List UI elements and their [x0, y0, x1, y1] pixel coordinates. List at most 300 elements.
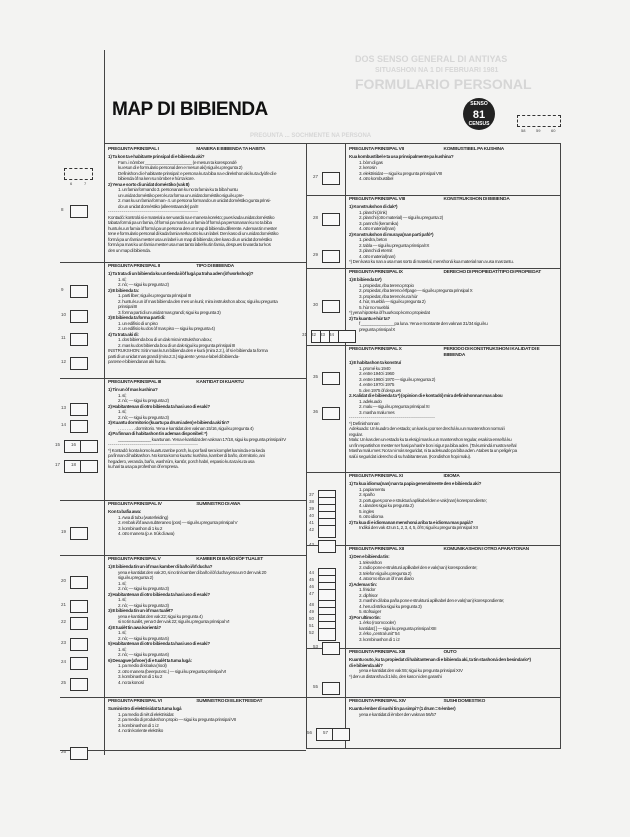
code-box-number: 29: [313, 252, 319, 257]
question-line: pregunta prinsipal X: [359, 326, 396, 332]
question-line: huntu ku un famia òf formá pa un persona den un map di bibienda diferente. Ademas tin mester: [108, 225, 277, 231]
question-line: Kontadó: kontrolá si e material a ser wardá na e manera korekto; pues kada unidat doméstiko: [108, 214, 275, 220]
question-line: Definishon di e habitante prinsipal: e persona ku ta biba na e direkshon aki ku ta dyòfe di e: [118, 170, 277, 176]
question-line: 1. un famia formando 3. personanan ku no ta famia ku ta biba huntu: [118, 187, 238, 192]
question-line: INSTRUKSHON: Si tin mas ku'un bibienda den e kurá (mira 2.2.), òf si e bibienda ta forma: [108, 348, 268, 353]
section-divider: [306, 472, 560, 473]
code-box-number: 40: [309, 513, 315, 518]
code-box-number: 19: [61, 529, 67, 534]
question-line: 3. kombinashon di 1 ku 2: [118, 674, 163, 679]
question-section: [349, 147, 559, 182]
question-line: *) Den kaso ku nan a usa mas sorto di material, menshoná kua material nan a usa mas tantu.: [349, 259, 514, 264]
code-box[interactable]: [322, 407, 340, 420]
show-through-text: FORMULARIO PERSONAL: [355, 76, 532, 92]
question-line: 1. pa medio di nèt di elektrisidat: [118, 711, 174, 717]
question-line: . . . . . . . . . . dormitorio. Yena e kantidat den vaknan 15/16, sigui ku pregunta 4): [118, 425, 254, 431]
question-line: 1. Awa di tubu (waterleiding): [118, 514, 169, 520]
question-line: 3. mashin di laba paña pone e strukturá aplikabel den e vak(nan) korespondiente;: [359, 598, 505, 603]
question-line: 1. sí;: [118, 580, 127, 586]
question-line: yena e kantidat den vak 22; sigui ku pregunta 4): [118, 613, 203, 619]
code-box-number: 35: [313, 374, 319, 379]
question-line: 3. kombinashon di 1 i 2: [118, 722, 159, 728]
question-line: 3. telefon sigui ku pregunta 2): [359, 570, 412, 576]
question-number: PREGUNTA PRINSIPAL X: [349, 347, 402, 352]
question-line: 2. mas ku dos bibienda bou di un dak sigui ku pregunta prinsipal III: [118, 342, 236, 348]
code-box[interactable]: [70, 285, 88, 298]
question-line: 1. parti liber; sigui ku pregunta prinsipal III: [118, 293, 191, 298]
question-line: regular.: [349, 431, 363, 437]
question-line: 4) Ta trata aki di:: [108, 331, 139, 337]
question-line: 1. sí;: [118, 597, 127, 602]
code-box-number: 8: [61, 207, 64, 212]
code-box-number: 11: [61, 335, 66, 340]
id-code-box[interactable]: [64, 168, 93, 180]
header-divider: [104, 143, 560, 144]
id-code-label: 6: [70, 181, 73, 186]
code-box[interactable]: [318, 540, 336, 553]
question-section: [108, 264, 304, 365]
question-line: 4. no ta konosí: [118, 679, 144, 685]
code-box-number: 17: [55, 462, 61, 467]
question-line: den un map di bibienda.: [108, 247, 151, 253]
question-line: 1) E habitashon ta konstruí: [349, 360, 401, 365]
question-line: 3. entre 1960 i 1970 — sigui ku pregunta 2): [359, 376, 436, 382]
question-line: 3) Kuantu dormitorio (kuartu pa drumi aden) e bibienda aki tin?: [108, 420, 230, 425]
question-title: PERIODO DI KONSTRUKSHON I KALIDAT DI E BIBIENDA: [443, 347, 540, 358]
question-line: 1. adekuado: [359, 398, 382, 404]
ref-code-label: 59: [536, 128, 541, 133]
question-line: 4. no tin koriente elektriko: [118, 728, 164, 733]
question-section: [108, 557, 304, 685]
code-box-number: 34: [329, 332, 335, 337]
code-box[interactable]: [80, 460, 98, 473]
question-line: 1. papiamentu: [359, 486, 386, 492]
question-section: [349, 474, 559, 531]
question-title: KANTIDAT DI KUARTU: [196, 380, 244, 385]
question-line: 5. stofsuiger: [359, 609, 382, 614]
question-line: 1. promé ku 1940: [359, 365, 391, 371]
code-box[interactable]: [70, 638, 88, 651]
code-box[interactable]: [70, 420, 88, 433]
question-line: 2) Konstrukshon di muraya(nan parti pafó*): [349, 231, 434, 237]
question-title: KAMBER DI BAÑO I/ÒF TUALET: [196, 557, 263, 562]
code-box-number: 36: [313, 409, 319, 414]
question-line: - - - - - - - - - - - - - - - - - - - - - - - - - - - - - - - - - - - - - - - - - - -: [349, 415, 435, 420]
question-number: PREGUNTA PRINSIPAL IX: [349, 270, 403, 275]
code-box[interactable]: [322, 642, 340, 655]
section-divider: [306, 748, 560, 749]
code-box[interactable]: [338, 330, 356, 343]
code-box[interactable]: [70, 310, 88, 323]
code-box-number: 15: [55, 442, 61, 447]
question-title: MANERA E BIBIENDA TA HABITA: [196, 147, 266, 152]
question-line: 2. nò; — sigui ku pregunta 3): [118, 414, 169, 420]
question-line: 1) E bibienda tin un òf mas kamber di baño i/òf ducha?: [108, 564, 213, 569]
question-line: 5. hùr no mueblá: [359, 304, 390, 310]
code-box-number: 57: [323, 730, 329, 735]
code-box[interactable]: [322, 300, 340, 313]
question-line: yena e kantidat den vak 55; sigui ku pregunta prinsipal XIV: [359, 668, 463, 673]
question-line: 3. kombinashon di 1 i 2: [359, 636, 400, 642]
question-line: 1) Ta kua idioma(nan) nan ta papia generalmente den e bibienda aki?: [349, 481, 482, 486]
question-line: salú i seguridat i derecho di su habitantenan. (Kondishon hopi malu).: [349, 453, 471, 459]
question-line: - - - - - - - - - - - - - - - - - - - - - - - - - - - - - - - - - - - - - - - - - - - - -: [108, 209, 198, 214]
question-line: 2. malu — sigui ku pregunta prinsipal XI: [359, 404, 430, 409]
question-line: Kua kombustibel e ta usa prinsipalmente pa kushina?: [349, 154, 454, 159]
question-section: [108, 147, 304, 253]
show-through-text: SITUASHON NA 1 DI FEBRUARI 1981: [375, 67, 499, 74]
question-line: 1. sí;: [118, 276, 127, 282]
ref-code-box[interactable]: [517, 115, 561, 127]
code-box-number: 48: [309, 602, 315, 607]
question-line: 2. entre 1940 i 1960: [359, 371, 395, 376]
question-title: TIPO DI BIBIENDA: [196, 264, 235, 269]
question-line: bibienda òf na ken su nòmber e hùr ta kore.: [118, 176, 195, 181]
question-line: 1. sí;: [118, 409, 127, 414]
section-divider: [306, 195, 560, 196]
question-line: 1. sí;: [118, 646, 127, 652]
question-line: 1) Konstrukshon di dak*): [349, 204, 398, 209]
code-box-number: 14: [61, 422, 67, 427]
question-section: [108, 502, 304, 537]
code-box-number: 38: [309, 499, 315, 504]
code-box[interactable]: [70, 576, 88, 589]
code-box[interactable]: [322, 682, 340, 695]
code-box-number: 22: [61, 619, 67, 624]
question-line: - - - - - - - - - - - - - - - - - - - - - - - - - - - - - - - - - - - - - - - - - - - - -: [108, 442, 198, 447]
question-line: 1. sí;: [118, 392, 127, 398]
question-line: 2. nò; — sigui ku pregunta 3): [118, 586, 169, 591]
margin-line: [104, 50, 105, 755]
section-divider: [306, 648, 560, 649]
question-line: Kuantu èmber di sushi tin pa simpi? (1 drum = 6 èmber): [349, 706, 456, 711]
code-box-number: 28: [313, 215, 319, 220]
question-line: Suministro di elektrisidat ta tuma lugá: [108, 706, 182, 711]
question-line: *) Definishonnan: [349, 420, 380, 426]
question-line: 3) Por ultimo tin:: [349, 614, 381, 620]
code-box[interactable]: [322, 372, 340, 385]
question-line: 2) Ta kua di e idiomanan menshoná ariba ta e idioma mas papiá?: [349, 519, 474, 525]
question-line: 2. un edifisio ku dos òf mas piso — sigui ku pregunta 4): [118, 326, 215, 331]
question-line: formá pa un famia mester usa un label i un map di bibienda; den kaso di un unidat doméstiko: [108, 236, 272, 242]
section-divider: [306, 268, 560, 269]
right-column-divider: [345, 143, 346, 749]
question-line: 1) Tin un òf mas kushina?: [108, 387, 158, 392]
question-line: 4. heru di strika sigui ku pregunta 3): [359, 603, 422, 609]
ref-code-label: 60: [551, 128, 556, 133]
question-line: 5) Habitantenan di otro bibienda ta hasi uso di esaki?: [108, 641, 210, 646]
code-box-number: 31: [302, 332, 308, 337]
code-box-number: 33: [320, 332, 326, 337]
code-box[interactable]: [318, 628, 336, 641]
question-line: un unidat doméstiko pero ku ta forma un unidat doméstiko sigui ku pre-: [118, 192, 244, 198]
question-line: 4. otro material(nan): [359, 226, 396, 231]
question-section: [349, 547, 559, 642]
code-box[interactable]: [70, 747, 88, 760]
question-line: 2. mas ku un famia forman- 4. un persona formando un unidat doméstiko gunta prinsi-: [118, 198, 271, 203]
question-line: 1. televishon: [359, 559, 382, 565]
code-box[interactable]: [70, 657, 88, 670]
code-box-number: 51: [309, 623, 315, 628]
question-line: 2) Ademas tin:: [349, 581, 377, 587]
question-line: 2. kerosin: [359, 165, 377, 170]
question-line: 1) Ta kon ta e habitante prinsipal di e bibienda aki?: [108, 154, 205, 159]
question-line: 2. nò; — sigui ku pregunta 5): [118, 635, 169, 641]
question-line: Fam. i nòmber ____________________ (e mesun ta korespondé: [118, 159, 237, 165]
code-box[interactable]: [70, 617, 88, 630]
question-line: 2. tabla — sigui ku pregunta prinsipal IX: [359, 242, 430, 248]
code-box[interactable]: [332, 728, 350, 741]
question-title: SUMINISTRO DI AWA: [196, 502, 241, 507]
question-line: 2. nò; — sigui ku pregunta 6): [118, 652, 169, 657]
question-line: 4. ulandes sigui ku pregunta 2): [359, 503, 414, 508]
question-line: 3. masha malu mes: [359, 409, 395, 415]
question-line: 4) E tualèt tin awa korientá?: [108, 624, 161, 630]
code-box-number: 25: [61, 680, 67, 685]
question-line: 1. èrko (roomcooler): [359, 620, 396, 625]
code-box-number: 12: [61, 359, 67, 364]
code-box[interactable]: [70, 205, 88, 218]
question-line: 2. otro manera (beerput etc.) — sigui ku pregunta prinsipal VI: [118, 668, 227, 674]
question-line: tabata formá pa un famia, òf formá pa mas ku un famia òf formá pa personanan ku no ta biba: [108, 220, 272, 225]
show-through-text: PREGUNTA ... SOCHMENTE NA PERSONA: [250, 133, 372, 139]
show-through-text: DOS SENSO GENERAL DI ANTIYAS: [355, 54, 508, 64]
question-line: 2) E bibienda ta:: [108, 287, 139, 293]
question-line: tene e formulario personal di kada famia serka otro ku un label. Den kaso di un unidat doméstiko: [108, 231, 279, 236]
question-line: 1) E bibienda ta*): [349, 277, 382, 282]
question-number: PREGUNTA PRINSIPAL I: [108, 147, 159, 152]
question-line: ku esun di e formulario personal den e mesun aki) sigui ku pregunta 2): [118, 165, 243, 170]
question-line: 1) Den e bibienda tin:: [349, 554, 390, 559]
question-line: ______________ kuartunan. Yena e kantidat den vaknan 17/18, sigui ku pregunta prinsipal IV: [118, 436, 286, 442]
question-line: Masha malu mes: No ta ni más seguridat, ni ta adekuado pa biba aden. Atabes ta un peligér pa: [349, 448, 517, 453]
question-line: 2. nò; — sigui ku pregunta 3): [118, 602, 169, 608]
question-line: yena e kantidat den vak 20, si no tin kamber di baño i/òf ducha yena un 0 den vak 20: [118, 569, 267, 575]
code-box[interactable]: [70, 678, 88, 691]
question-line: 4. otro material(nan): [359, 253, 396, 259]
code-box[interactable]: [80, 440, 98, 453]
question-line: 4. otro kombustibel: [359, 176, 394, 181]
question-line: 3) E bibienda tin un òf mas tualèt?: [108, 608, 173, 613]
code-box-number: 41: [309, 520, 315, 525]
question-line: 5. den 1975 òf despues: [359, 387, 402, 393]
question-line: un fin repartishon mester ser hasi pa hasi'e bon i sigur pa biba aden. (Ta kumindá mustra señal: [349, 442, 517, 448]
question-title: DERECHO DI PROPIEDAT/TIPO DI PROPIEDAT: [443, 270, 541, 275]
question-line: 2. Kalidat di e bibienda ta *) (opinion di e kontadó) mira definishonnan mas abou: [349, 393, 503, 398]
question-line: hegadero, veranda, baño, washrùm, kantòr, porch habri, espasio ku ta ta ku ta usa: [108, 458, 255, 464]
question-line: pa finnan di habitashon. No konta komo kuartu: kushina, kamber di baño, dormitorio, ani: [108, 453, 265, 458]
code-box-number: 32: [311, 332, 317, 337]
census-81-logo: SENSO 81 CENSUS: [463, 98, 495, 130]
code-box[interactable]: [322, 172, 340, 185]
question-number: PREGUNTA PRINSIPAL XIII: [349, 650, 405, 655]
question-number: PREGUNTA PRINSIPAL V: [108, 557, 161, 562]
code-box[interactable]: [70, 333, 88, 346]
question-number: PREGUNTA PRINSIPAL XII: [349, 547, 404, 552]
code-box-number: 44: [309, 570, 315, 575]
code-box-number: 10: [61, 312, 67, 317]
code-box-number: 55: [313, 684, 319, 689]
question-line: 3. propiedat, riba tereno ku ta hùr: [359, 293, 418, 299]
question-line: sigui ku pregunta 2): [118, 575, 154, 580]
question-line: 3. pannchi (keramika): [359, 220, 399, 226]
question-line: ku hari ta usa pa profeshon òf empresa.: [108, 464, 179, 469]
code-box-number: 47: [309, 591, 315, 596]
question-line: 1. planchi (zink): [359, 209, 387, 215]
code-box-number: 56: [307, 730, 313, 735]
code-box-number: 37: [309, 492, 315, 497]
code-box-number: 24: [61, 659, 67, 664]
question-line: kantidat [ ] — sigui ku pregunta prinsipal XIII: [359, 625, 437, 631]
question-title: KOMBUSTIBEL PA KUSHINA: [443, 147, 505, 152]
question-line: 2) Ta kuantu e hùr ta?: [349, 315, 390, 321]
section-divider: [306, 697, 560, 698]
question-line: 2. planchi (otro material) — sigui ku pregunta 2): [359, 215, 444, 220]
code-box[interactable]: [70, 600, 88, 613]
code-box-number: 53: [313, 644, 319, 649]
question-line: 2. propiedat, riba tereno érfpage — sigui ku pregunta prinsipal X: [359, 288, 473, 293]
code-box-number: 30: [313, 302, 319, 307]
question-line: 2. dipfrisor: [359, 592, 378, 598]
question-section: [108, 699, 304, 734]
code-box-number: 13: [61, 405, 67, 410]
code-box-number: 52: [309, 630, 315, 635]
question-title: SUSHI DOMESTIKO: [443, 699, 486, 704]
code-box-number: 50: [309, 616, 315, 621]
question-line: 1. bòm di gas: [359, 159, 383, 165]
question-number: PREGUNTA PRINSIPAL XI: [349, 474, 403, 479]
question-line: 3) E bibienda ta forma parti di:: [108, 315, 166, 320]
question-section: [349, 347, 559, 459]
column-divider: [306, 143, 307, 749]
question-number: PREGUNTA PRINSIPAL II: [108, 264, 160, 269]
question-line: 1) Ta trata di un bibienda ku un tienda i/òf lugá pa traha aden (òf workshop)?: [108, 271, 254, 276]
question-line: 4. hùr, mueblá — sigui ku pregunta 2): [359, 299, 426, 304]
section-divider: [60, 500, 306, 501]
code-box-number: 27: [313, 174, 319, 179]
question-line: Kuantu outo, ku ta propiedat di habitantenan di e bibienda aki, ta tin stashoná den besindario*): [349, 657, 531, 662]
code-box[interactable]: [70, 403, 88, 416]
code-box-number: 42: [309, 527, 315, 532]
code-box[interactable]: [70, 357, 88, 370]
question-line: 1. sí;: [118, 630, 127, 635]
question-line: 6) Desagwe (afvoer) di e tualèt ta tuma lugá:: [108, 657, 192, 663]
question-line: 3. forma parti di un unidat mas grandi; sigui ku pregunta 3): [118, 309, 221, 315]
question-section: [349, 699, 559, 717]
question-line: 2) Habitantenan di otro bibienda ta hasi uso di esaki?: [108, 591, 210, 597]
question-number: PREGUNTA PRINSIPAL III: [108, 380, 161, 385]
question-line: *) Kontadó: konta komo kuartu tambe porch, ku por fasil sera komplet kaminda e ta keda: [108, 447, 265, 453]
question-line: parti di un unidat mas grandi (mira 2.3.) siguiente: yena e label di bibienda-: [108, 353, 240, 359]
question-line: 4. atoomo riba un òf mas diario: [359, 576, 414, 581]
question-number: PREGUNTA PRINSIPAL XIV: [349, 699, 406, 704]
question-title: OUTO: [443, 650, 457, 655]
question-section: [108, 380, 304, 470]
question-line: 1. dos bibienda bou di un dak mira instrukshon abou;: [118, 337, 212, 342]
section-divider: [306, 345, 560, 346]
question-title: IDIOMA: [443, 474, 460, 479]
question-line: 4. entre 1970 i 1975: [359, 382, 395, 387]
question-title: KONSTRUKSHON DI BIBIENDA: [443, 197, 510, 202]
question-number: PREGUNTA PRINSIPAL VIII: [349, 197, 405, 202]
question-line: 4) Pa finnan di habitashon tin ademas disponibel: *): [108, 431, 208, 436]
question-section: [349, 270, 559, 332]
section-divider: [60, 378, 306, 379]
page-title: MAP DI BIBIENDA: [112, 99, 268, 120]
code-box[interactable]: [322, 213, 340, 226]
question-title: SUMINISTRO DI ELEKTRISIDAT: [196, 699, 263, 704]
code-box-number: 18: [71, 462, 77, 467]
question-section: [349, 650, 559, 679]
question-number: PREGUNTA PRINSIPAL VII: [349, 147, 404, 152]
question-line: 3. portugues pone e strukturá aplikabel den e vak(nan) korespondiente;: [359, 497, 487, 503]
question-line: 1. propiedat, riba tereno propio: [359, 282, 414, 288]
code-box-number: 20: [61, 578, 67, 583]
question-line: *) den un distansha di 1 kilo, den kaso ni den garashi: [349, 673, 442, 679]
question-line: 4. otro manera (p.e. trùk di awa): [118, 531, 175, 536]
question-line: f ______________ pa luna. Yena e montante den vaknan 31/34 sigui ku: [359, 321, 488, 326]
question-line: 1. un edifisio di un piso: [118, 320, 158, 326]
code-box-number: 46: [309, 584, 315, 589]
question-line: 1. piedra, beton: [359, 237, 387, 242]
section-divider: [60, 262, 306, 263]
question-line: 2. renbak i/òf awa subteraneo (pos) — sigui ku pregunta prinsipal V: [118, 520, 238, 525]
question-line: 3. planchi di eternit: [359, 248, 393, 253]
question-line: di e bibienda aki?: [349, 662, 383, 668]
question-line: yena e kantidat di èmber den vaknan 56/57: [359, 711, 437, 717]
question-line: Kon ta bafia awa:: [108, 509, 142, 514]
question-line: pa tene e bibiendanan aki huntu.: [108, 359, 167, 364]
section-divider: [60, 697, 306, 698]
question-line: do un unidat doméstiko (alleenstaande) pal II: [118, 203, 199, 209]
question-line: 5. ingles: [359, 508, 374, 514]
question-number: PREGUNTA PRINSIPAL VI: [108, 699, 162, 704]
question-line: 2. nò; — sigui ku pregunta 2): [118, 282, 169, 287]
question-line: 2) Habitantenan di otro bibienda ta hasi uso di esaki?: [108, 403, 210, 409]
question-line: 2) Yena e sorto di unidat doméstiko (vak 8): [108, 181, 190, 187]
question-line: 2. huntu ku un òf mas bibienda den mes un kurá; mira instrukshon abou; sigui ku pregunta: [118, 298, 278, 304]
question-line: 2. radio pone e strukturá aplikabel den e vak(nan) korespondiente;: [359, 565, 478, 570]
question-line: 3. elektrisidat — sigui ku pregunta prinsipal VIII: [359, 170, 442, 176]
section-divider: [60, 750, 306, 751]
code-box-number: 16: [71, 442, 77, 447]
id-code-label: 7: [84, 181, 87, 186]
question-line: formá pa mas ku un famia mester usa mas tanto label ku tin famia, despues lo warda tur kos: [108, 242, 271, 247]
question-line: *) yena hipoteka òf huurkoop komo propiedat: [349, 310, 430, 315]
question-line: 2. nò; — sigui ku pregunta 2): [118, 398, 169, 403]
ref-code-label: 58: [521, 128, 526, 133]
right-border: [560, 143, 561, 749]
code-box-number: 45: [309, 577, 315, 582]
code-box[interactable]: [318, 525, 336, 538]
section-divider: [60, 555, 306, 556]
question-line: 6. otro idioma: [359, 514, 384, 519]
question-title: KOMUNIKASHON I OTRO APARATONAN: [443, 547, 529, 552]
code-box-number: 43: [309, 542, 315, 547]
question-line: 1. frisidor: [359, 587, 376, 592]
code-box-number: 21: [61, 602, 67, 607]
code-box-number: 49: [309, 609, 315, 614]
question-line: Malu: Un kas den un estado ku ta eksigí mas ku un mantenshon regular, esaki ta enseñá ku: [349, 437, 512, 442]
question-line: Adekuado: Un kuadro den estado; un kas ku por ser drechá ku un mantenshon normal i: [349, 426, 505, 431]
code-box[interactable]: [322, 250, 340, 263]
question-line: 2. èrko „central unit” 54: [359, 631, 400, 636]
question-line: Indiká den vak 43 un 1, 2, 3, 4, 5, òf 6; sigui ku pregunta prinsipal XII: [359, 525, 478, 530]
question-section: [349, 197, 559, 265]
question-line: prinsipal III: [118, 304, 138, 309]
code-box-number: 23: [61, 640, 67, 645]
code-box[interactable]: [70, 527, 88, 540]
